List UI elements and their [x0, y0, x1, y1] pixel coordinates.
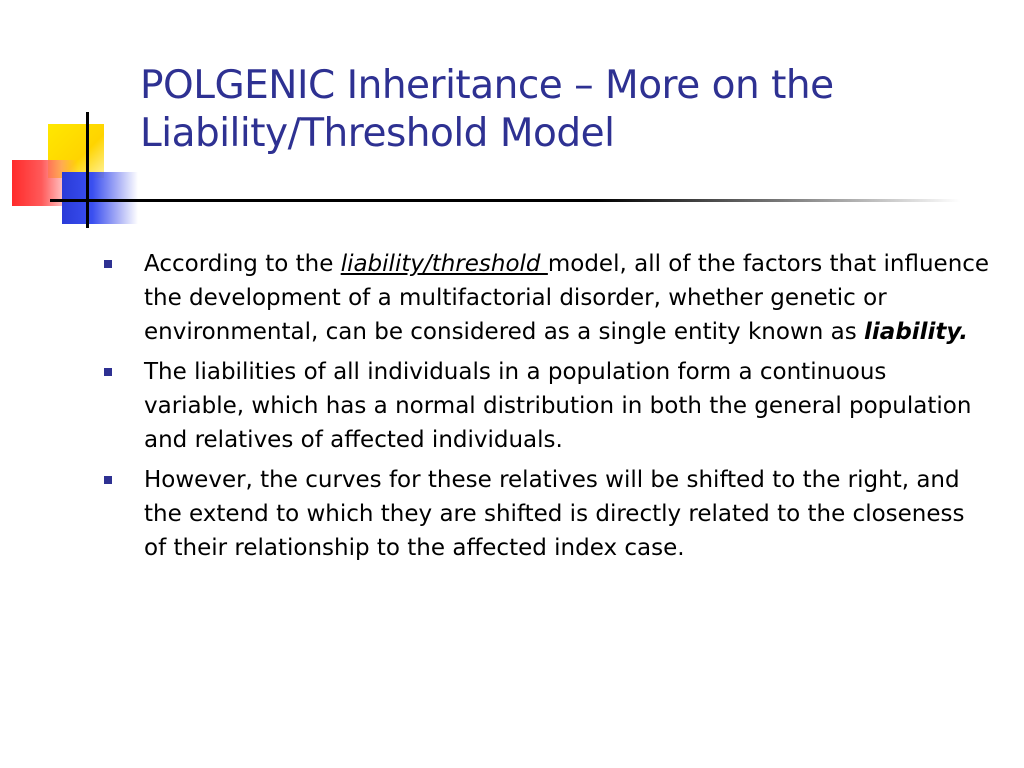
bullet-1-pre: According to the	[144, 251, 341, 277]
title-line-1: POLGENIC Inheritance – More on the	[140, 63, 834, 108]
blue-square	[62, 172, 138, 224]
vertical-rule	[86, 112, 89, 228]
bullet-item	[100, 247, 990, 349]
bullet-item	[100, 463, 990, 565]
liability-term: liability.	[864, 319, 969, 345]
liability-threshold-term: liability/threshold	[340, 251, 548, 277]
title-divider	[50, 199, 960, 202]
bullet-list	[100, 247, 990, 571]
square-bullet-icon	[104, 476, 112, 484]
square-bullet-icon	[104, 260, 112, 268]
square-bullet-icon	[104, 368, 112, 376]
bullet-1-mid: model, all of the factors that influence the development of a multifactorial disorder, whether genetic or environmental, can be considered as a single entity known as	[144, 251, 990, 345]
slide-title	[140, 62, 1000, 158]
corner-squares-logo	[0, 0, 140, 230]
title-line-2: Liability/Threshold Model	[140, 111, 615, 156]
bullet-3-text: However, the curves for these relatives will be shifted to the right, and the extend to which they are shifted is directly related to the closeness of their relationship to the affected index case.	[144, 467, 965, 561]
bullet-item	[100, 355, 990, 457]
bullet-2-text: The liabilities of all individuals in a population form a continuous variable, which has a normal distribution in both the general population and relatives of affected individuals.	[144, 359, 972, 453]
